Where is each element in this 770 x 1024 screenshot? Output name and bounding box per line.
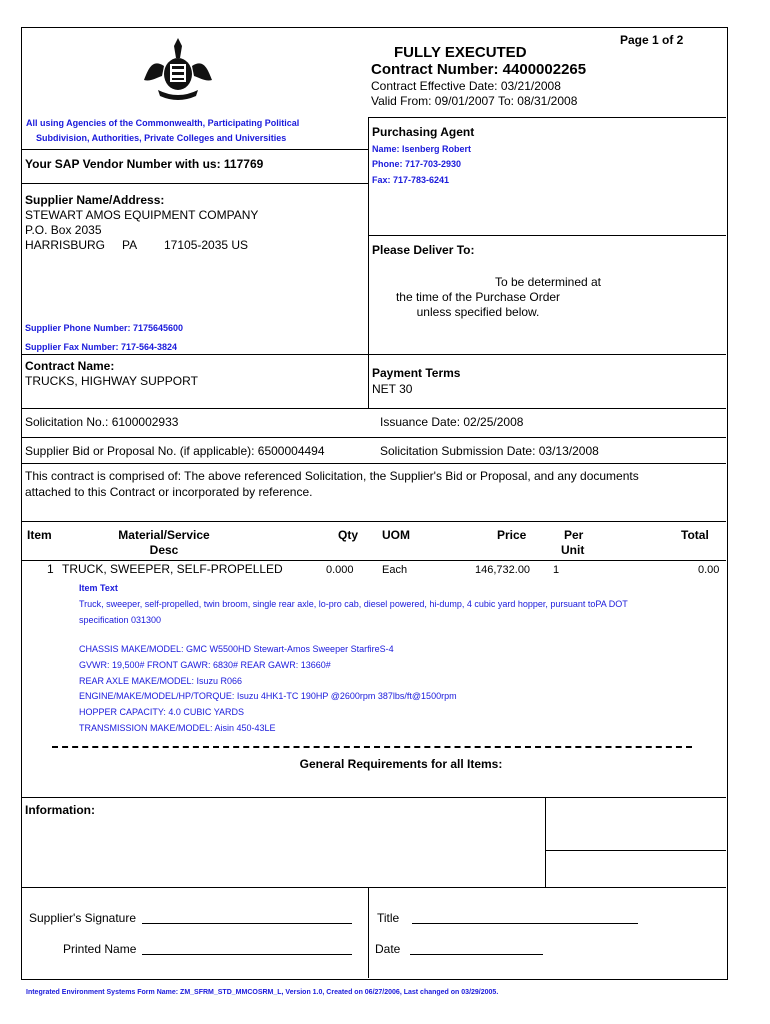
spec-line: TRANSMISSION MAKE/MODEL: Aisin 450-43LE	[79, 723, 276, 733]
bid-rule	[21, 437, 726, 438]
supplier-city: HARRISBURG	[25, 238, 106, 252]
col-uom: UOM	[382, 528, 410, 542]
col-total: Total	[681, 528, 709, 542]
col-material-desc: Desc	[149, 543, 179, 557]
spec-line: GVWR: 19,500# FRONT GAWR: 6830# REAR GAWR: 13660#	[79, 660, 331, 670]
col-price: Price	[497, 528, 527, 542]
supplier-address: P.O. Box 2035	[25, 223, 102, 237]
information-rule	[21, 797, 726, 798]
deliver-line3: unless specified below.	[416, 305, 540, 319]
deliver-rule	[368, 235, 726, 236]
contract-name-rule	[21, 354, 726, 355]
item-text-desc1: Truck, sweeper, self-propelled, twin broom, single rear axle, lo-pro cab, diesel powered, hi-dump, 4 cubic yard hopper, pursuant toPA DOT	[79, 599, 628, 609]
deliver-line1: To be determined at	[494, 275, 602, 289]
row-price: 146,732.00	[475, 564, 531, 576]
signature-divider	[368, 887, 369, 978]
spec-line: ENGINE/MAKE/MODEL/HP/TORQUE: Isuzu 4HK1-TC 190HP @2600rpm 387lbs/ft@1500rpm	[79, 691, 457, 701]
supplier-phone: Supplier Phone Number: 7175645600	[25, 323, 184, 333]
issuance-date: Issuance Date: 02/25/2008	[380, 415, 524, 429]
vendor-rule	[21, 183, 368, 184]
payment-terms-title: Payment Terms	[372, 366, 461, 380]
contract-name-value: TRUCKS, HIGHWAY SUPPORT	[25, 374, 198, 388]
signature-rule	[21, 887, 726, 888]
col-item: Item	[27, 528, 52, 542]
valid-dates: Valid From: 09/01/2007 To: 08/31/2008	[371, 94, 578, 108]
table-header-rule	[21, 560, 726, 561]
general-requirements: General Requirements for all Items:	[299, 757, 503, 771]
row-per: 1	[553, 564, 560, 576]
agent-name: Name: Isenberg Robert	[372, 144, 472, 154]
title-field[interactable]	[412, 911, 638, 924]
solicitation-number: Solicitation No.: 6100002933	[25, 415, 179, 429]
agent-phone: Phone: 717-703-2930	[372, 159, 462, 169]
comprised-line2: attached to this Contract or incorporated by reference.	[25, 485, 313, 499]
dashed-separator	[52, 746, 692, 748]
footer-form-name: Integrated Environment Systems Form Name: ZM_SFRM_STD_MMCOSRM_L, Version 1.0, Created on 06/27/2006, Last changed on 03/29/2005.	[26, 989, 499, 996]
information-divider1	[545, 797, 546, 850]
row-item: 1	[47, 562, 54, 576]
comprised-line1: This contract is comprised of: The above referenced Solicitation, the Supplier's Bid or Proposal, and any documents	[25, 469, 639, 483]
printed-name-field[interactable]	[142, 942, 352, 955]
solicitation-rule	[21, 408, 726, 409]
agencies-line2: Subdivision, Authorities, Private Colleges and Universities	[36, 133, 287, 143]
col-qty: Qty	[338, 528, 359, 542]
information-divider2	[545, 850, 546, 887]
payment-terms-value: NET 30	[372, 382, 413, 396]
spec-line: REAR AXLE MAKE/MODEL: Isuzu R066	[79, 676, 243, 686]
table-top-rule	[21, 521, 726, 522]
deliver-title: Please Deliver To:	[372, 243, 475, 257]
agencies-rule	[21, 149, 368, 150]
vendor-number: Your SAP Vendor Number with us: 117769	[25, 157, 264, 171]
supplier-signature-label	[29, 911, 136, 926]
supplier-signature-field[interactable]	[142, 911, 352, 924]
col-unit: Unit	[561, 543, 585, 557]
information-title: Information:	[25, 803, 95, 817]
purchasing-agent-title: Purchasing Agent	[372, 125, 475, 139]
deliver-line2: the time of the Purchase Order	[395, 290, 561, 304]
date-field[interactable]	[410, 942, 543, 955]
spec-line: CHASSIS MAKE/MODEL: GMC W5500HD Stewart-Amos Sweeper StarfireS-4	[79, 644, 394, 654]
row-total: 0.00	[698, 564, 720, 576]
row-desc: TRUCK, SWEEPER, SELF-PROPELLED	[62, 562, 283, 576]
header-rule	[368, 117, 726, 118]
row-qty: 0.000	[326, 564, 354, 576]
item-text-title: Item Text	[79, 583, 118, 593]
bid-number: Supplier Bid or Proposal No. (if applicable): 6500004494	[25, 444, 325, 458]
upper-divider	[368, 118, 369, 408]
information-inner-rule	[545, 850, 726, 851]
col-per: Per	[564, 528, 584, 542]
title-label: Title	[377, 911, 400, 925]
supplier-title: Supplier Name/Address:	[25, 193, 165, 207]
date-label: Date	[375, 942, 401, 956]
supplier-fax: Supplier Fax Number: 717-564-3824	[25, 342, 178, 352]
contract-name-title: Contract Name:	[25, 359, 115, 373]
page-indicator: Page 1 of 2	[620, 33, 684, 47]
submission-date: Solicitation Submission Date: 03/13/2008	[380, 444, 599, 458]
contract-number: Contract Number: 4400002265	[371, 61, 587, 78]
supplier-signature-text: Supplier's Signature	[29, 911, 137, 925]
commonwealth-seal-icon	[140, 36, 216, 102]
effective-date: Contract Effective Date: 03/21/2008	[371, 79, 561, 93]
supplier-zip: 17105-2035 US	[164, 238, 249, 252]
col-material: Material/Service	[118, 528, 210, 542]
agencies-line1: All using Agencies of the Commonwealth, Participating Political	[26, 118, 300, 128]
item-text-desc2: specification 031300	[79, 615, 162, 625]
status-title: FULLY EXECUTED	[394, 44, 527, 61]
printed-name-label: Printed Name	[63, 942, 137, 956]
agent-fax: Fax: 717-783-6241	[372, 175, 450, 185]
comprised-rule	[21, 463, 726, 464]
spec-line: HOPPER CAPACITY: 4.0 CUBIC YARDS	[79, 707, 245, 717]
supplier-state: PA	[122, 238, 138, 252]
row-uom: Each	[382, 564, 408, 576]
supplier-name: STEWART AMOS EQUIPMENT COMPANY	[25, 208, 259, 222]
